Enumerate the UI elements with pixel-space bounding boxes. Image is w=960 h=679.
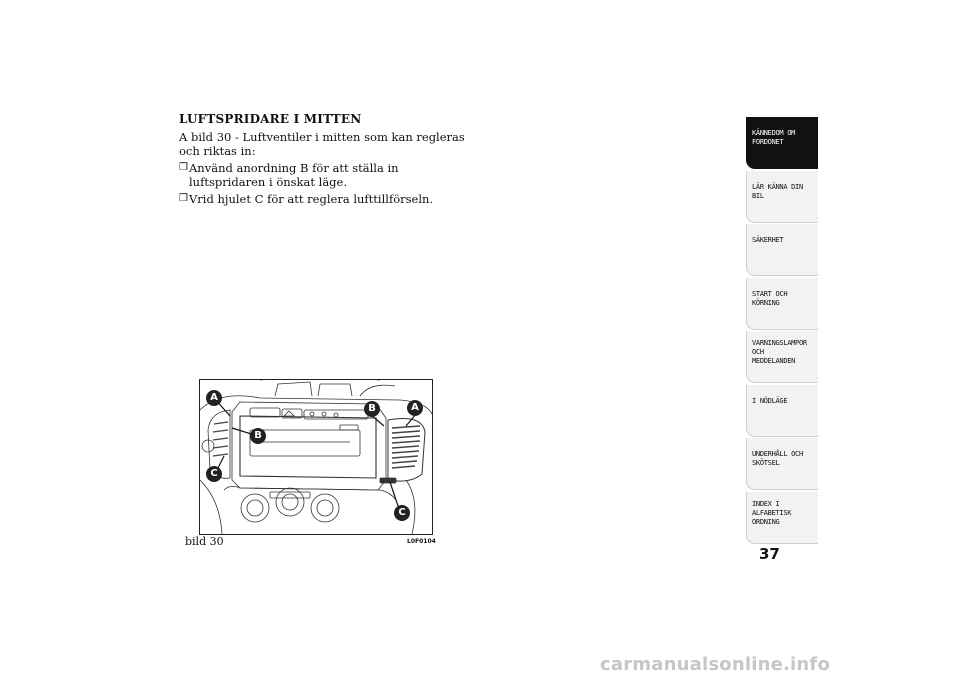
manual-text-section bbox=[179, 112, 469, 209]
tab-label-line: SÄKERHET bbox=[752, 236, 784, 244]
tab-label-line: START OCH bbox=[752, 289, 788, 298]
callout-label-c: C bbox=[206, 466, 222, 482]
section-heading: LUFTSPRIDARE I MITTEN bbox=[179, 112, 362, 126]
tab-label-line: I NÖDLÄGE bbox=[752, 396, 788, 405]
tab-label-line: INDEX I bbox=[752, 499, 780, 508]
tab-label-line: MEDDELANDEN bbox=[752, 357, 796, 365]
tab-label-line: OCH bbox=[752, 348, 764, 356]
callout-label-a: A bbox=[407, 400, 423, 416]
page-number: 37 bbox=[759, 545, 780, 563]
tab-label-line: KÖRNING bbox=[752, 298, 780, 307]
chapter-tabs bbox=[746, 117, 818, 545]
tab-varningslampor[interactable] bbox=[746, 331, 818, 383]
tab-label-line: ORDNING bbox=[752, 517, 780, 526]
checkbox-bullet-icon: ❒ bbox=[179, 162, 188, 173]
tab-label-line: UNDERHÅLL OCH bbox=[752, 450, 803, 458]
tab-sakerhet[interactable] bbox=[746, 224, 818, 276]
tab-kannedom-om-fordonet[interactable] bbox=[746, 117, 818, 169]
checkbox-bullet-icon: ❒ bbox=[179, 193, 188, 204]
watermark-text: carmanualsonline.info bbox=[600, 654, 831, 675]
callout-label-b: B bbox=[250, 428, 266, 444]
tab-start-och-korning[interactable] bbox=[746, 278, 818, 330]
bullet-text: Använd anordning B för att ställa in luftspridaren i önskat läge. bbox=[189, 161, 399, 189]
section-intro: A bild 30 - Luftventiler i mitten som kan regleras och riktas in: bbox=[179, 130, 465, 158]
callout-label-a: A bbox=[206, 390, 222, 406]
tab-index[interactable] bbox=[746, 492, 818, 544]
figure-caption: bild 30 bbox=[185, 535, 224, 548]
bullet-item bbox=[179, 192, 469, 206]
figure-code: L0F0104 bbox=[407, 538, 436, 545]
tab-label-line: FORDONET bbox=[752, 138, 784, 146]
tab-label-line: KÄNNEDOM OM bbox=[752, 129, 796, 137]
tab-i-nodlage[interactable] bbox=[746, 385, 818, 437]
tab-label-line: LÄR KÄNNA DIN bbox=[752, 182, 803, 191]
tab-label-line: SKÖTSEL bbox=[752, 459, 780, 467]
bullet-text: Vrid hjulet C för att reglera lufttillförseln. bbox=[189, 192, 434, 206]
bullet-item bbox=[179, 161, 469, 189]
tab-label-line: VARNINGSLAMPOR bbox=[752, 339, 807, 347]
tab-underhall-och-skotsel[interactable] bbox=[746, 438, 818, 490]
callout-label-b: B bbox=[364, 401, 380, 417]
tab-label-line: ALFABETISK bbox=[752, 508, 792, 517]
tab-label-line: BIL bbox=[752, 191, 764, 200]
dashboard-vent-illustration bbox=[199, 379, 433, 535]
callout-label-c: C bbox=[394, 505, 410, 521]
tab-lar-kanna-din-bil[interactable] bbox=[746, 171, 818, 223]
